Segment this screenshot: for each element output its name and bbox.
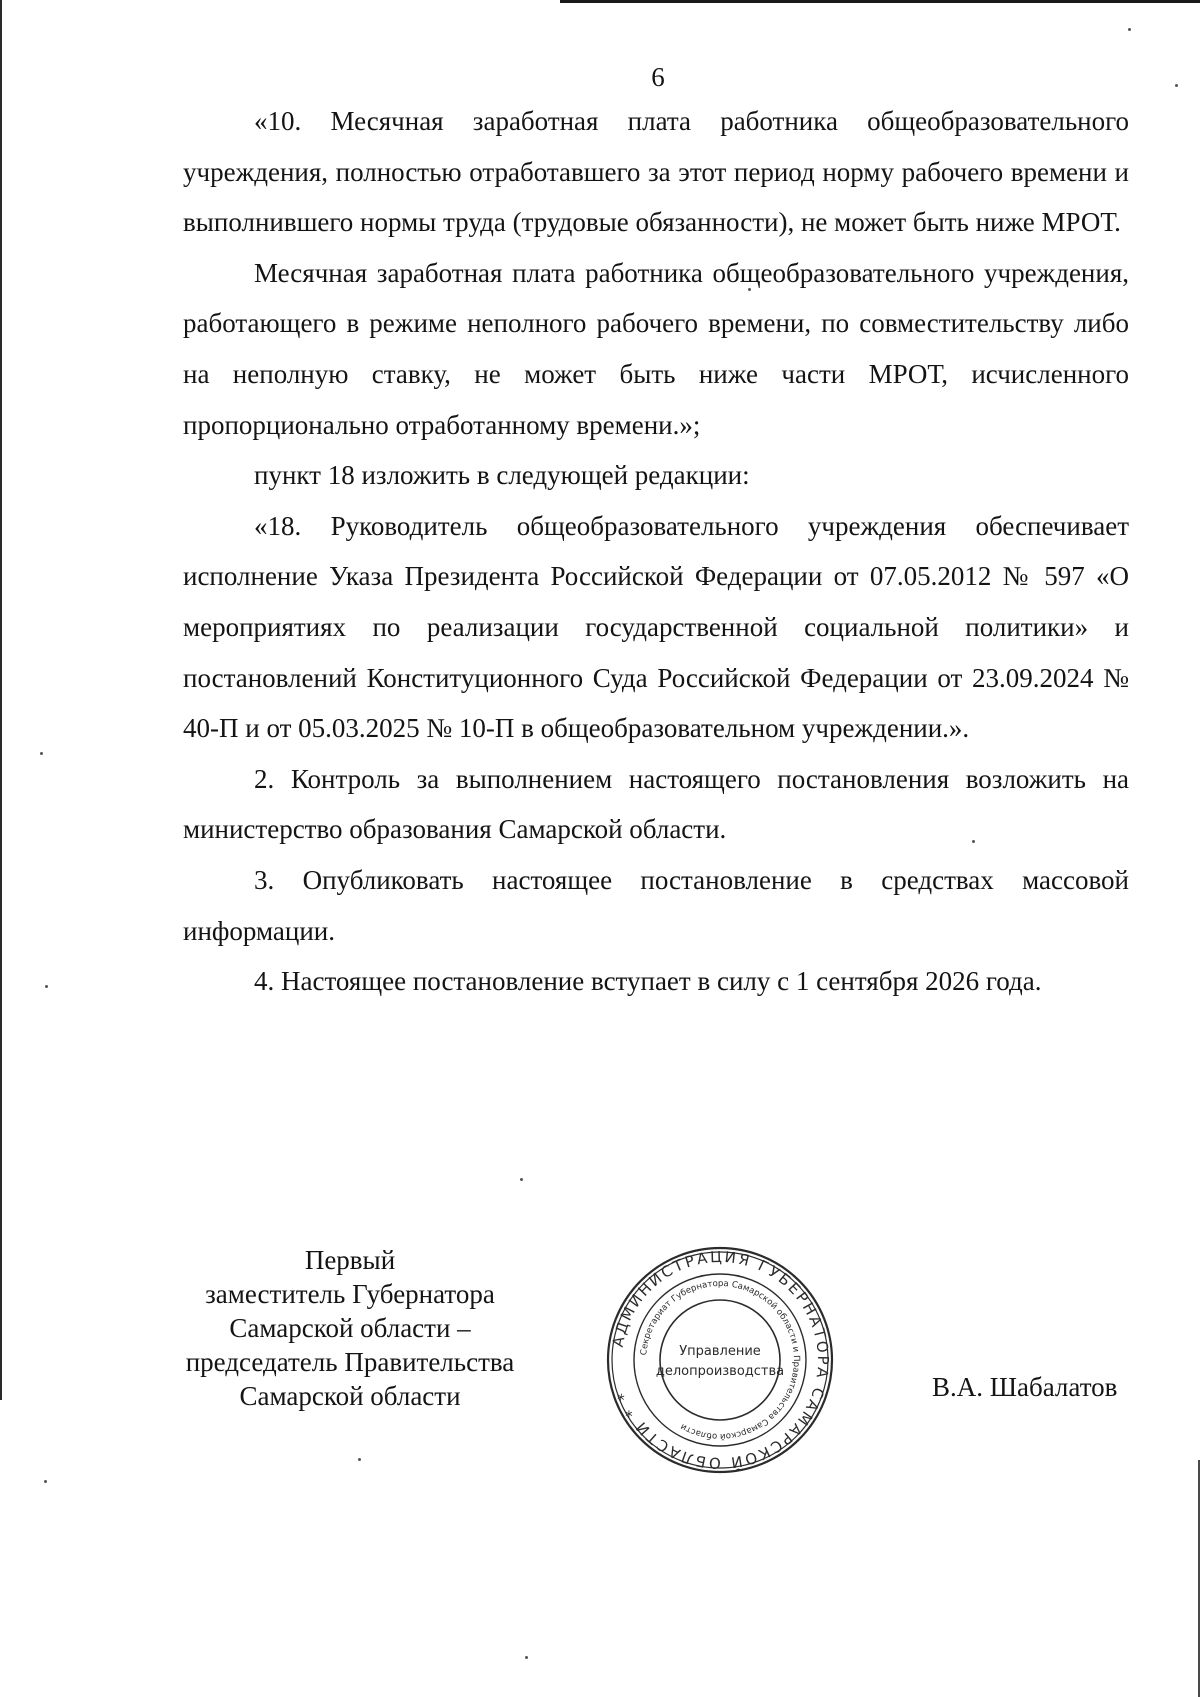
signatory-name: В.А. Шабалатов <box>932 1372 1118 1402</box>
signatory-title-line: Самарской области <box>239 1381 461 1411</box>
scan-speck <box>1175 84 1178 87</box>
page-number: 6 <box>651 62 665 92</box>
scan-speck <box>45 985 48 988</box>
scan-speck <box>40 752 43 755</box>
paragraph-item-4-effective-date: 4. Настоящее постановление вступает в силу с 1 сентября 2026 года. <box>254 966 1042 997</box>
paragraph-part-time-wage: Месячная заработная плата работника общеобразовательного учреждения, работающего в режиме неполного рабочего времени, по совместительству либо на неполную ставку, не может быть ниже части МРОТ, исчисленного пропорционально отработанному времени.»; <box>183 257 1129 440</box>
official-seal-stamp <box>600 1240 840 1480</box>
signatory-title-line: Первый <box>304 1245 396 1275</box>
paragraph-clause-18: «18. Руководитель общеобразовательного учреждения обеспечивает исполнение Указа Президента Российской Федерации от 07.05.2012 № 597 «О мероприятиях по реализации государственной социальной политики» и постановлений Конституционного Суда Российской Федерации от 23.09.2024 № 40-П и от 05.03.2025 № 10-П в общеобразовательном учреждении.». <box>183 510 1129 744</box>
paragraph-amend-item-18: пункт 18 изложить в следующей редакции: <box>254 460 750 491</box>
scan-speck <box>525 1656 528 1659</box>
paragraph-item-3-publish: 3. Опубликовать настоящее постановление в средствах массовой информации. <box>183 864 1129 946</box>
svg-text:Секретариат Губернатора Самарс <box>639 1279 801 1441</box>
signatory-title-line: заместитель Губернатора <box>205 1279 495 1309</box>
paragraph-clause-10: «10. Месячная заработная плата работника общеобразовательного учреждения, полностью отработавшего за этот период норму рабочего времени и выполнившего нормы труда (трудовые обязанности), не может быть ниже МРОТ. <box>183 106 1129 238</box>
scan-speck <box>972 840 975 843</box>
seal-outer-text: АДМИНИСТРАЦИЯ ГУБЕРНАТОРА САМАРСКОЙ ОБЛАСТИ * * <box>608 1247 833 1473</box>
signatory-title-line: председатель Правительства <box>185 1347 515 1377</box>
paragraph-item-2-control: 2. Контроль за выполнением настоящего постановления возложить на министерство образования Самарской области. <box>183 763 1129 845</box>
scan-speck <box>44 1480 47 1483</box>
signatory-title <box>160 1243 540 1413</box>
scan-speck <box>520 1178 523 1181</box>
scan-border-top <box>560 0 1200 3</box>
seal-inner-text: Секретариат Губернатора Самарской области и Правительства Самарской области <box>639 1278 802 1442</box>
scan-speck <box>748 288 751 291</box>
scan-speck <box>358 1458 361 1461</box>
scan-speck <box>1128 28 1131 31</box>
seal-center-line: Управление <box>679 1344 761 1359</box>
seal-center-line: делопроизводства <box>655 1364 785 1379</box>
signatory-title-line: Самарской области – <box>229 1313 471 1343</box>
document-body <box>183 96 1129 1007</box>
seal-graphic <box>600 1240 840 1480</box>
scan-border-left <box>0 0 2 1400</box>
